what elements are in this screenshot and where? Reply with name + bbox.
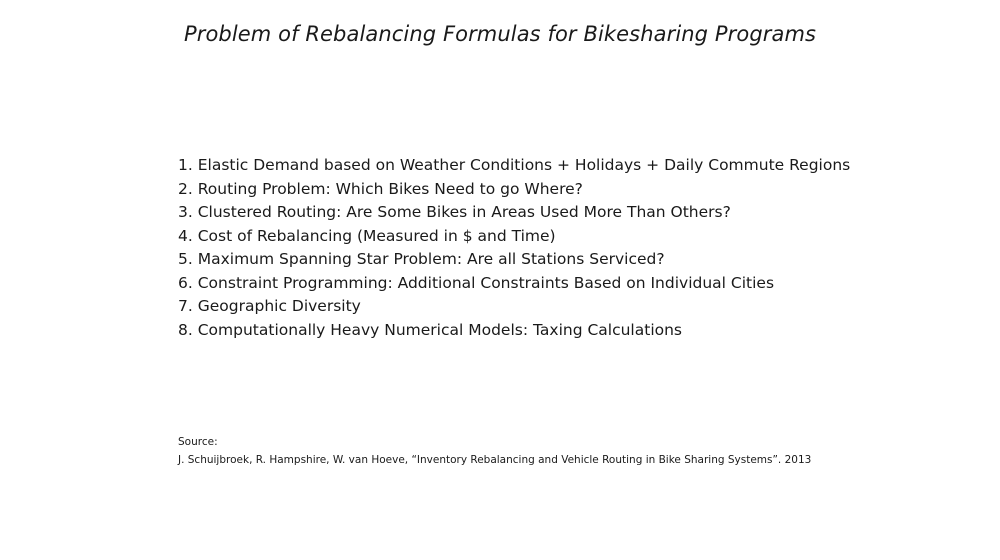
- item-text: Clustered Routing: Are Some Bikes in Areas Used More Than Others?: [197, 203, 731, 221]
- list-item: [178, 319, 850, 343]
- item-number: 3.: [178, 203, 193, 221]
- source-block: [178, 433, 811, 469]
- item-number: 1.: [178, 156, 193, 174]
- list-item: [178, 154, 850, 178]
- list-item: [178, 272, 850, 296]
- item-text: Routing Problem: Which Bikes Need to go Where?: [197, 179, 583, 198]
- item-text: Computationally Heavy Numerical Models: Taxing Calculations: [197, 320, 683, 339]
- item-number: 2.: [178, 179, 193, 198]
- list-item: [178, 201, 850, 225]
- item-number: 6.: [178, 273, 193, 292]
- slide-title: Problem of Rebalancing Formulas for Bikesharing Programs: [183, 22, 817, 46]
- item-text: Maximum Spanning Star Problem: Are all Stations Serviced?: [197, 250, 665, 268]
- item-text: Constraint Programming: Additional Constraints Based on Individual Cities: [197, 273, 775, 292]
- item-text: Geographic Diversity: [197, 297, 361, 315]
- item-text: Cost of Rebalancing (Measured in $ and Time): [197, 226, 556, 245]
- problem-list: [178, 154, 850, 342]
- item-number: 7.: [178, 297, 193, 315]
- list-item: [178, 225, 850, 249]
- item-number: 5.: [178, 250, 193, 268]
- source-citation: J. Schuijbroek, R. Hampshire, W. van Hoeve, “Inventory Rebalancing and Vehicle Routing in Bike Sharing Systems”. 2013: [178, 454, 812, 466]
- list-item: [178, 248, 850, 272]
- item-number: 8.: [178, 320, 193, 339]
- item-text: Elastic Demand based on Weather Conditions + Holidays + Daily Commute Regions: [197, 156, 851, 174]
- source-label: Source:: [178, 436, 218, 448]
- item-number: 4.: [178, 226, 193, 245]
- list-item: [178, 178, 850, 202]
- list-item: [178, 295, 850, 319]
